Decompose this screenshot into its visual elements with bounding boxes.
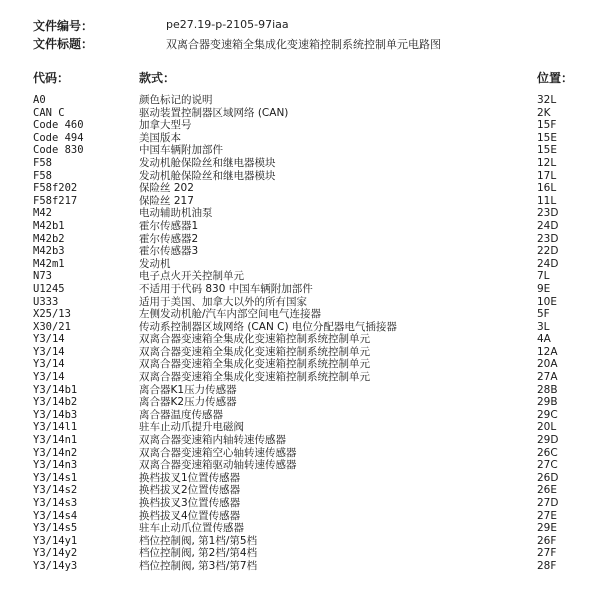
row-position: 28F <box>537 559 557 572</box>
row-position: 27E <box>537 509 557 522</box>
row-code: M42m1 <box>33 257 65 270</box>
row-code: X25/13 <box>33 308 71 321</box>
row-position: 23D <box>537 207 559 220</box>
row-position: 4A <box>537 333 551 346</box>
row-position: 29B <box>537 396 558 409</box>
row-position: 16L <box>537 182 557 195</box>
row-code: Y3/14 <box>33 358 65 371</box>
row-position: 11L <box>537 194 557 207</box>
table-row <box>0 358 600 371</box>
row-position: 17L <box>537 169 557 182</box>
table-row <box>0 384 600 397</box>
row-description: 双离合器变速箱全集成化变速箱控制系统控制单元 <box>139 371 370 384</box>
row-description: 加拿大型号 <box>139 119 192 132</box>
row-description: 换档拔叉2位置传感器 <box>139 484 241 497</box>
table-row <box>0 107 600 120</box>
row-description: 双离合器变速箱全集成化变速箱控制系统控制单元 <box>139 345 370 358</box>
table-row <box>0 346 600 359</box>
row-code: X30/21 <box>33 320 71 333</box>
table-row <box>0 396 600 409</box>
row-code: Code 494 <box>33 131 84 144</box>
row-code: Code 460 <box>33 119 84 132</box>
row-description: 传动系控制器区域网络 (CAN C) 电位分配器电气插接器 <box>139 320 397 333</box>
row-code: Y3/14 <box>33 333 65 346</box>
row-position: 29D <box>537 434 559 447</box>
table-row <box>0 157 600 170</box>
doc-number-value: pe27.19-p-2105-97iaa <box>166 18 289 31</box>
row-code: Y3/14b1 <box>33 383 78 396</box>
row-code: A0 <box>33 94 46 106</box>
table-row <box>0 270 600 283</box>
table-row <box>0 472 600 485</box>
row-code: Y3/14s5 <box>33 522 78 535</box>
row-description: 左侧发动机舱/汽车内部空间电气连接器 <box>139 308 322 321</box>
row-position: 27F <box>537 547 557 560</box>
table-row <box>0 119 600 132</box>
table-row <box>0 510 600 523</box>
table-row <box>0 409 600 422</box>
row-position: 15F <box>537 119 557 132</box>
row-description: 档位控制阀, 第3档/第7档 <box>139 559 258 572</box>
doc-title-value: 双离合器变速箱全集成化变速箱控制系统控制单元电路图 <box>166 38 441 51</box>
row-position: 20L <box>537 421 557 434</box>
row-description: 颜色标记的说明 <box>139 94 213 106</box>
row-position: 24D <box>537 219 559 232</box>
row-position: 26F <box>537 534 557 547</box>
row-description: 双离合器变速箱全集成化变速箱控制系统控制单元 <box>139 358 370 371</box>
table-row <box>0 459 600 472</box>
table-row <box>0 497 600 510</box>
row-code: Y3/14s4 <box>33 509 78 522</box>
row-code: Y3/14n1 <box>33 434 78 447</box>
row-description: 档位控制阀, 第1档/第5档 <box>139 534 258 547</box>
row-position: 27D <box>537 497 559 509</box>
table-row <box>0 207 600 220</box>
row-description: 电子点火开关控制单元 <box>139 270 244 283</box>
row-code: Y3/14y1 <box>33 534 78 547</box>
row-code: Y3/14s2 <box>33 484 78 497</box>
row-description: 双离合器变速箱驱动轴转速传感器 <box>139 459 297 472</box>
table-row <box>0 447 600 460</box>
table-row <box>0 308 600 321</box>
doc-title-label: 文件标题： <box>33 37 94 51</box>
row-position: 27C <box>537 459 558 472</box>
table-row <box>0 132 600 145</box>
column-header-code: 代码： <box>33 71 70 85</box>
row-position: 15E <box>537 144 557 157</box>
row-code: Y3/14n2 <box>33 446 78 459</box>
table-row <box>0 371 600 384</box>
table-row <box>0 144 600 157</box>
row-code: N73 <box>33 270 52 283</box>
row-position: 7L <box>537 270 550 283</box>
row-code: M42b1 <box>33 219 65 232</box>
table-row <box>0 258 600 271</box>
row-description: 霍尔传感器3 <box>139 245 199 258</box>
table-row <box>0 484 600 497</box>
row-description: 换档拔叉3位置传感器 <box>139 497 241 509</box>
table-row <box>0 170 600 183</box>
row-code: Y3/14b2 <box>33 396 78 409</box>
row-description: 换档拔叉1位置传感器 <box>139 471 241 484</box>
row-description: 霍尔传感器1 <box>139 219 199 232</box>
row-code: U333 <box>33 295 59 308</box>
row-position: 2K <box>537 106 551 119</box>
table-row <box>0 94 600 107</box>
row-code: F58 <box>33 169 52 182</box>
row-position: 5F <box>537 308 550 321</box>
row-description: 离合器温度传感器 <box>139 408 223 421</box>
row-position: 29E <box>537 522 557 535</box>
row-position: 9E <box>537 282 551 295</box>
table-row <box>0 421 600 434</box>
row-description: 发动机 <box>139 257 171 270</box>
table-row <box>0 560 600 573</box>
row-description: 档位控制阀, 第2档/第4档 <box>139 547 258 560</box>
row-code: Y3/14 <box>33 345 65 358</box>
doc-number-label: 文件编号： <box>33 19 94 33</box>
row-position: 12L <box>537 156 557 169</box>
row-code: Y3/14n3 <box>33 459 78 472</box>
row-code: Y3/14 <box>33 371 65 384</box>
row-code: Y3/14s1 <box>33 471 78 484</box>
row-position: 28B <box>537 383 558 396</box>
row-code: Y3/14b3 <box>33 408 78 421</box>
row-position: 22D <box>537 245 559 258</box>
row-code: M42 <box>33 207 52 220</box>
row-code: F58 <box>33 156 52 169</box>
row-code: Y3/14y2 <box>33 547 78 560</box>
row-position: 15E <box>537 131 557 144</box>
row-code: F58f202 <box>33 182 78 195</box>
row-position: 24D <box>537 257 559 270</box>
row-description: 不适用于代码 830 中国车辆附加部件 <box>139 282 313 295</box>
row-description: 双离合器变速箱空心轴转速传感器 <box>139 446 297 459</box>
row-position: 20A <box>537 358 558 371</box>
row-description: 驻车止动爪提升电磁阀 <box>139 421 244 434</box>
row-description: 美国版本 <box>139 131 181 144</box>
row-position: 12A <box>537 345 558 358</box>
row-description: 霍尔传感器2 <box>139 232 199 245</box>
row-code: Y3/14l1 <box>33 421 78 434</box>
row-description: 换档拔叉4位置传感器 <box>139 509 241 522</box>
row-description: 发动机舱保险丝和继电器模块 <box>139 156 276 169</box>
table-row <box>0 296 600 309</box>
row-code: M42b2 <box>33 232 65 245</box>
table-row <box>0 333 600 346</box>
row-position: 26D <box>537 471 559 484</box>
row-code: F58f217 <box>33 194 78 207</box>
row-description: 双离合器变速箱内轴转速传感器 <box>139 434 286 447</box>
row-description: 双离合器变速箱全集成化变速箱控制系统控制单元 <box>139 333 370 346</box>
table-row <box>0 233 600 246</box>
row-description: 保险丝 217 <box>139 194 194 207</box>
table-row <box>0 182 600 195</box>
row-code: Y3/14y3 <box>33 559 78 572</box>
table-row <box>0 434 600 447</box>
table-row <box>0 547 600 560</box>
row-position: 26E <box>537 484 557 497</box>
row-code: U1245 <box>33 282 65 295</box>
row-position: 27A <box>537 371 558 384</box>
component-table <box>0 94 600 573</box>
row-position: 3L <box>537 320 550 333</box>
row-description: 中国车辆附加部件 <box>139 144 223 157</box>
row-description: 发动机舱保险丝和继电器模块 <box>139 169 276 182</box>
row-code: M42b3 <box>33 245 65 258</box>
row-position: 29C <box>537 408 558 421</box>
table-row <box>0 220 600 233</box>
table-row <box>0 321 600 334</box>
row-description: 适用于美国、加拿大以外的所有国家 <box>139 295 307 308</box>
row-position: 23D <box>537 232 559 245</box>
row-code: Code 830 <box>33 144 84 157</box>
row-position: 32L <box>537 94 557 106</box>
row-position: 26C <box>537 446 558 459</box>
table-row <box>0 283 600 296</box>
row-description: 电动辅助机油泵 <box>139 207 213 220</box>
row-code: CAN C <box>33 106 65 119</box>
table-row <box>0 245 600 258</box>
table-row <box>0 195 600 208</box>
table-row <box>0 535 600 548</box>
row-description: 驻车止动爪位置传感器 <box>139 522 244 535</box>
row-description: 离合器K1压力传感器 <box>139 383 237 396</box>
row-code: Y3/14s3 <box>33 497 78 509</box>
column-header-pos: 位置： <box>537 71 574 85</box>
column-header-desc: 款式： <box>139 71 176 85</box>
row-description: 驱动装置控制器区域网络 (CAN) <box>139 106 289 119</box>
row-position: 10E <box>537 295 557 308</box>
row-description: 保险丝 202 <box>139 182 194 195</box>
row-description: 离合器K2压力传感器 <box>139 396 237 409</box>
table-row <box>0 522 600 535</box>
